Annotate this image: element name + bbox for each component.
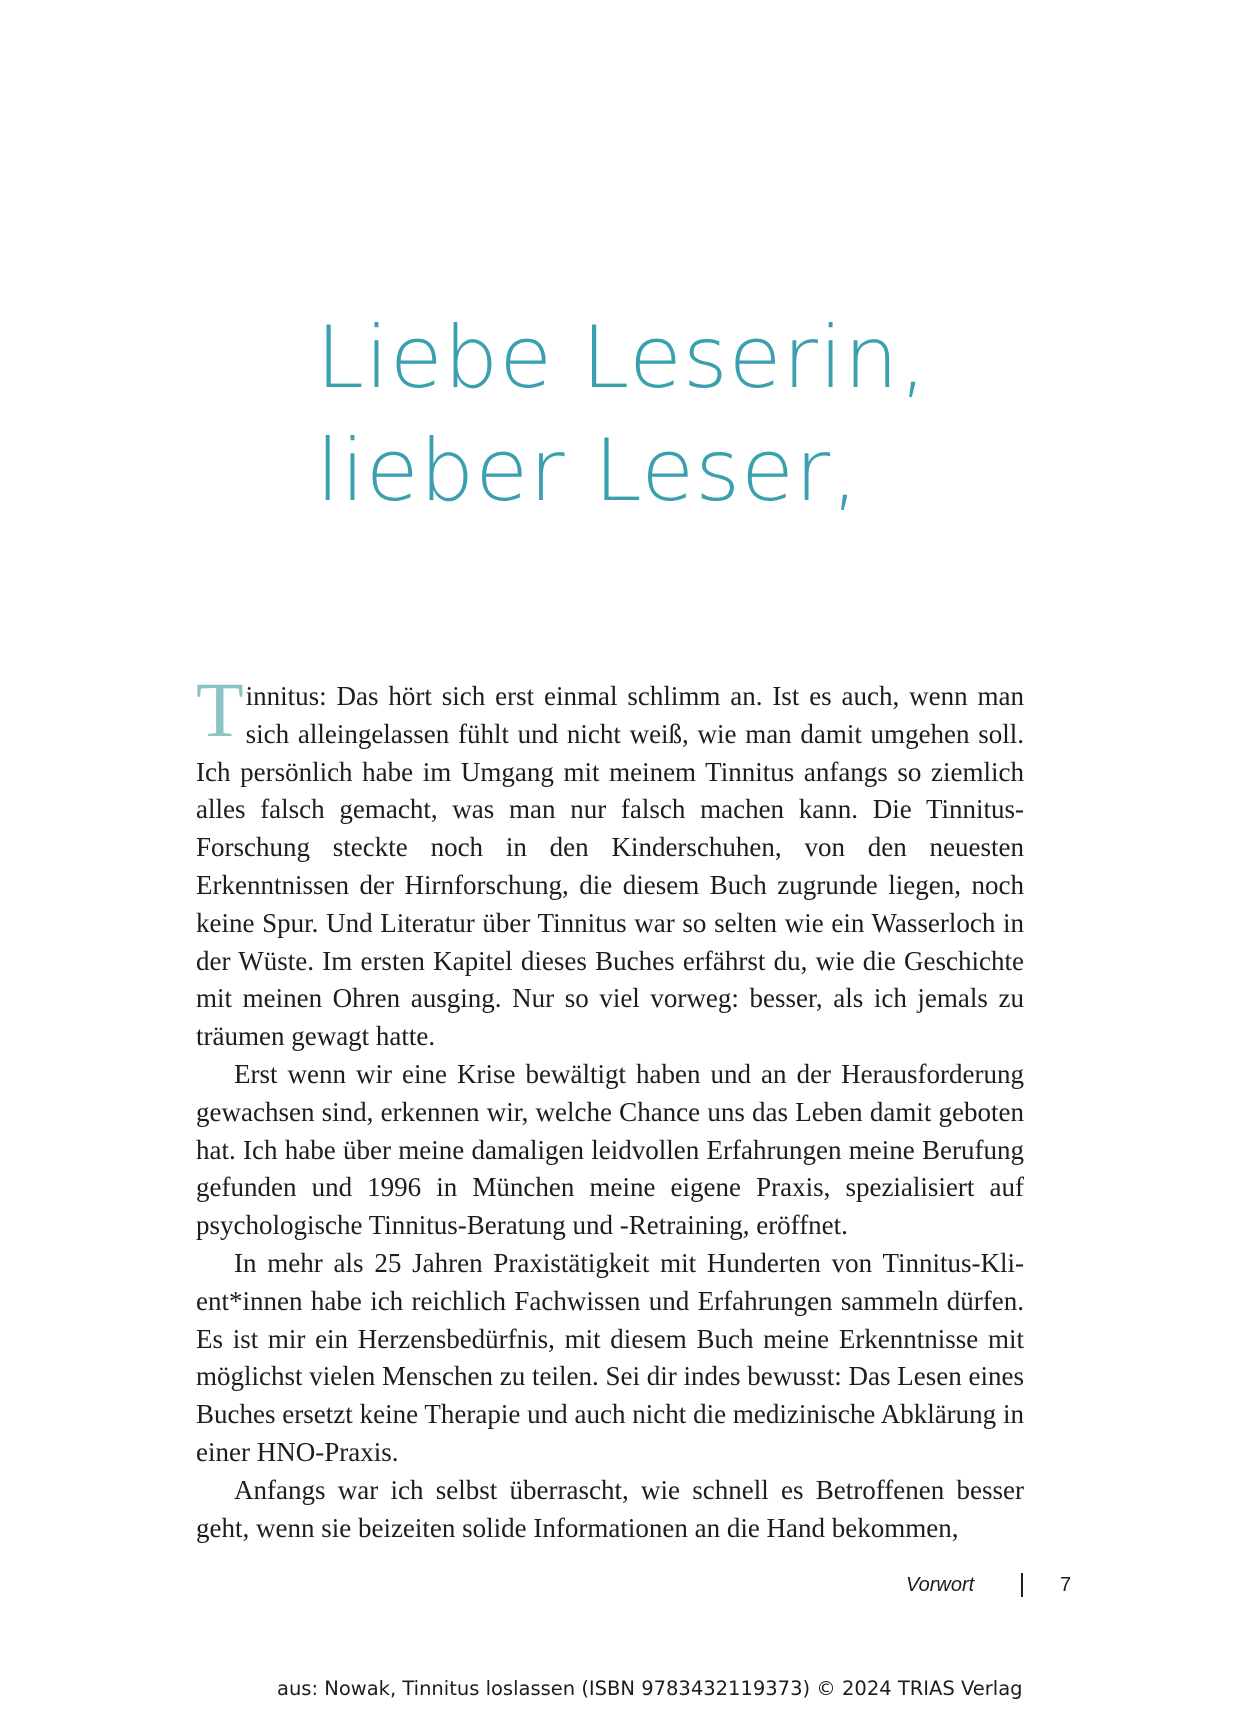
paragraph-4: Anfangs war ich selbst überrascht, wie schnell es Betroffenen besser geht, wenn sie beizeiten solide Informationen an die Hand bekommen, <box>196 1474 1024 1543</box>
source-citation: aus: Nowak, Tinnitus loslassen (ISBN 9783432119373) © 2024 TRIAS Verlag <box>277 1677 1023 1700</box>
heading-line-2: lieber Leser, <box>316 421 860 521</box>
heading-line-1: Liebe Leserin, <box>316 308 928 408</box>
paragraph-3: In mehr als 25 Jahren Praxistätigkeit mit Hunderten von Tinnitus-Klient*innen habe ich reichlich Fachwissen und Erfahrungen sammeln dürfen. Es ist mir ein Herzensbedürfnis, mit diesem Buch meine Erkenntnisse mit möglichst vielen Menschen zu teilen. Sei dir indes bewusst: Das Lesen eines Buches ersetzt keine Therapie und auch nicht die medizinische Abklärung in einer HNO-Praxis. <box>196 1247 1024 1467</box>
running-footer-section: Vorwort <box>906 1574 975 1596</box>
drop-cap: T <box>196 666 244 753</box>
page-number: 7 <box>1060 1574 1072 1596</box>
paragraph-1 <box>196 666 1024 1056</box>
paragraph-1-text: innitus: Das hört sich erst einmal schlimm an. Ist es auch, wenn man sich alleingelassen fühlt und nicht weiß, wie man damit umgehen soll. Ich persönlich habe im Umgang mit meinem Tinnitus anfangs so ziemlich alles falsch gemacht, was man nur falsch machen kann. Die Tinnitus-Forschung steckte noch in den Kinderschuhen, von den neuesten Erkenntnissen der Hirnforschung, die diesem Buch zugrunde liegen, noch keine Spur. Und Literatur über Tinnitus war so selten wie ein Wasserloch in der Wüste. Im ersten Kapitel dieses Buches erfährst du, wie die Geschichte mit meinen Ohren ausging. Nur so viel vorweg: besser, als ich jemals zu träumen gewagt hatte. <box>196 681 1024 1052</box>
chapter-heading <box>316 302 928 528</box>
paragraph-2: Erst wenn wir eine Krise bewältigt haben und an der Herausforderung gewachsen sind, erkennen wir, welche Chance uns das Leben damit geboten hat. Ich habe über meine damaligen leidvollen Erfahrungen meine Berufung gefunden und 1996 in München meine eigene Praxis, spezialisiert auf psychologische Tinnitus-Beratung und -Retraining, eröffnet. <box>196 1058 1024 1241</box>
footer-separator <box>1021 1573 1023 1597</box>
body-text <box>196 666 1024 1547</box>
